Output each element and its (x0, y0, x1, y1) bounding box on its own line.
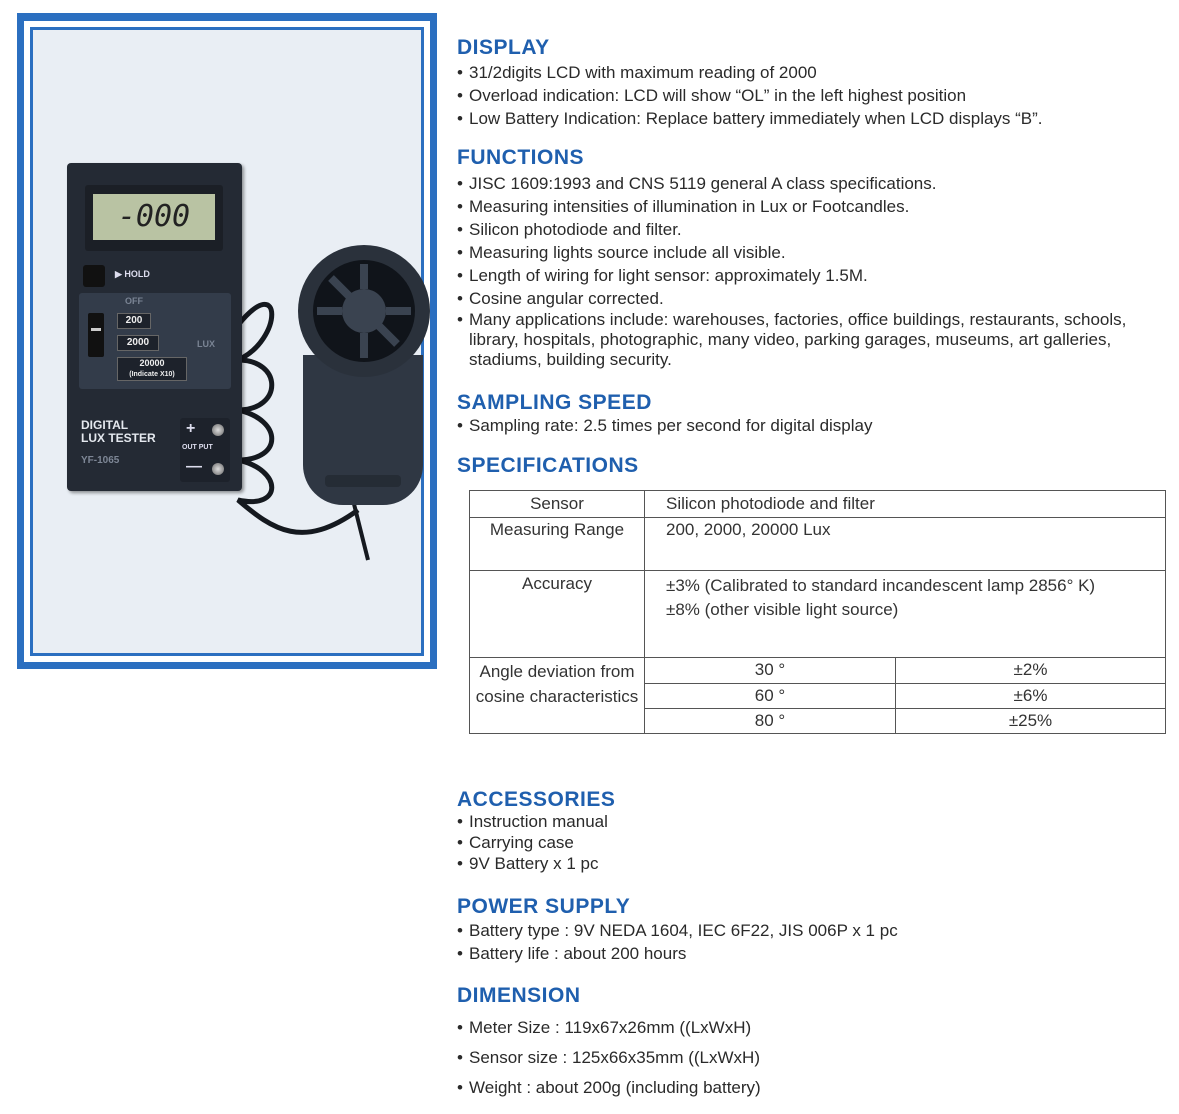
angle-label: Angle deviation from cosine characteristics (470, 658, 645, 734)
sensor-photodiode (313, 260, 415, 362)
deviation-80: ±25% (896, 709, 1166, 734)
list-item: • Cosine angular corrected. (457, 287, 1137, 310)
lcd-bezel (85, 185, 223, 251)
model-number: YF-1065 (81, 455, 120, 466)
list-item: • Measuring intensities of illumination in Lux or Footcandles. (457, 195, 1137, 218)
range-label: Measuring Range (470, 518, 645, 571)
list-item: • Length of wiring for light sensor: approximately 1.5M. (457, 264, 1137, 287)
dimension-list (457, 1013, 761, 1103)
specifications-heading: SPECIFICATIONS (457, 454, 639, 477)
table-row (470, 491, 1166, 518)
list-item: • Sampling rate: 2.5 times per second for digital display (457, 414, 872, 437)
accuracy-line-1: ±3% (Calibrated to standard incandescent lamp 2856° K) (666, 576, 1096, 595)
negative-jack (212, 463, 224, 475)
power-heading: POWER SUPPLY (457, 895, 631, 918)
list-item: • 31/2digits LCD with maximum reading of 2000 (457, 61, 1043, 84)
hold-label: ▶ HOLD (115, 269, 150, 279)
list-item: • Overload indication: LCD will show “OL” in the left highest position (457, 84, 1043, 107)
range-2000: 2000 (117, 335, 159, 351)
functions-list (457, 172, 1137, 370)
list-item: • Low Battery Indication: Replace battery immediately when LCD displays “B”. (457, 107, 1043, 130)
plus-label: + (186, 420, 196, 437)
table-row (470, 571, 1166, 658)
list-item: • JISC 1609:1993 and CNS 5119 general A class specifications. (457, 172, 1137, 195)
sensor-grip (325, 475, 401, 487)
range-slider (88, 313, 104, 357)
deviation-30: ±2% (896, 658, 1166, 684)
product-photo (33, 30, 421, 653)
angle-30: 30 ° (645, 658, 896, 684)
specifications-section (457, 455, 639, 477)
deviation-60: ±6% (896, 684, 1166, 709)
range-panel (79, 293, 231, 389)
accessories-heading: ACCESSORIES (457, 788, 616, 811)
sampling-list (457, 414, 872, 437)
range-20000 (117, 357, 187, 381)
minus-label: — (186, 458, 202, 475)
list-item: • Sensor size : 125x66x35mm ((LxWxH) (457, 1043, 761, 1073)
positive-jack (212, 424, 224, 436)
angle-60: 60 ° (645, 684, 896, 709)
slider-knob (91, 328, 101, 331)
dimension-section (457, 985, 761, 1103)
product-name-line1: DIGITAL (81, 418, 129, 432)
table-row (470, 658, 1166, 684)
photo-inner (24, 21, 430, 662)
power-list (457, 919, 898, 965)
accuracy-value (645, 571, 1166, 658)
off-label: OFF (125, 296, 143, 306)
functions-heading: FUNCTIONS (457, 146, 584, 169)
table-row (470, 518, 1166, 571)
sampling-heading: SAMPLING SPEED (457, 391, 652, 414)
accessories-list (457, 811, 615, 874)
list-item: • Measuring lights source include all visible. (457, 241, 1137, 264)
display-list (457, 61, 1043, 130)
dimension-heading: DIMENSION (457, 984, 581, 1007)
list-item: • Weight : about 200g (including battery) (457, 1073, 761, 1103)
power-section (457, 896, 898, 965)
list-item: • Carrying case (457, 832, 615, 853)
accuracy-line-2: ±8% (other visible light source) (666, 600, 899, 619)
list-item: • Meter Size : 119x67x26mm ((LxWxH) (457, 1013, 761, 1043)
list-item: • Silicon photodiode and filter. (457, 218, 1137, 241)
sensor-label: Sensor (470, 491, 645, 518)
display-section (457, 37, 1043, 130)
list-item: • Battery life : about 200 hours (457, 942, 898, 965)
lcd-reading: -000 (93, 194, 215, 240)
accuracy-label: Accuracy (470, 571, 645, 658)
accessories-section (457, 789, 615, 874)
lux-label: LUX (197, 339, 215, 349)
list-item: • Many applications include: warehouses, factories, office buildings, restaurants, schools, library, hospitals, photographic, many video, parking garages, museums, art galleries, stadiums, building security. (457, 310, 1129, 370)
display-heading: DISPLAY (457, 36, 550, 59)
light-sensor-head (298, 245, 430, 377)
output-panel (180, 418, 230, 482)
hold-button (83, 265, 105, 287)
specifications-table (469, 490, 1166, 734)
angle-80: 80 ° (645, 709, 896, 734)
list-item: • Instruction manual (457, 811, 615, 832)
product-name-line2: LUX TESTER (81, 431, 156, 445)
product-photo-frame (17, 13, 437, 669)
product-name (81, 419, 156, 445)
functions-section (457, 147, 1137, 370)
list-item: • Battery type : 9V NEDA 1604, IEC 6F22, JIS 006P x 1 pc (457, 919, 898, 942)
sensor-value: Silicon photodiode and filter (645, 491, 1166, 518)
sensor-vanes-illustration (313, 260, 415, 362)
sensor-handle (303, 355, 423, 505)
output-label: OUT PUT (182, 444, 213, 451)
range-note: (Indicate X10) (129, 371, 175, 378)
range-200: 200 (117, 313, 151, 329)
range-value: 200, 2000, 20000 Lux (645, 518, 1166, 571)
list-item: • 9V Battery x 1 pc (457, 853, 615, 874)
sampling-section (457, 392, 872, 437)
range-20000-label: 20000 (139, 358, 165, 368)
lux-meter-body (67, 163, 242, 491)
